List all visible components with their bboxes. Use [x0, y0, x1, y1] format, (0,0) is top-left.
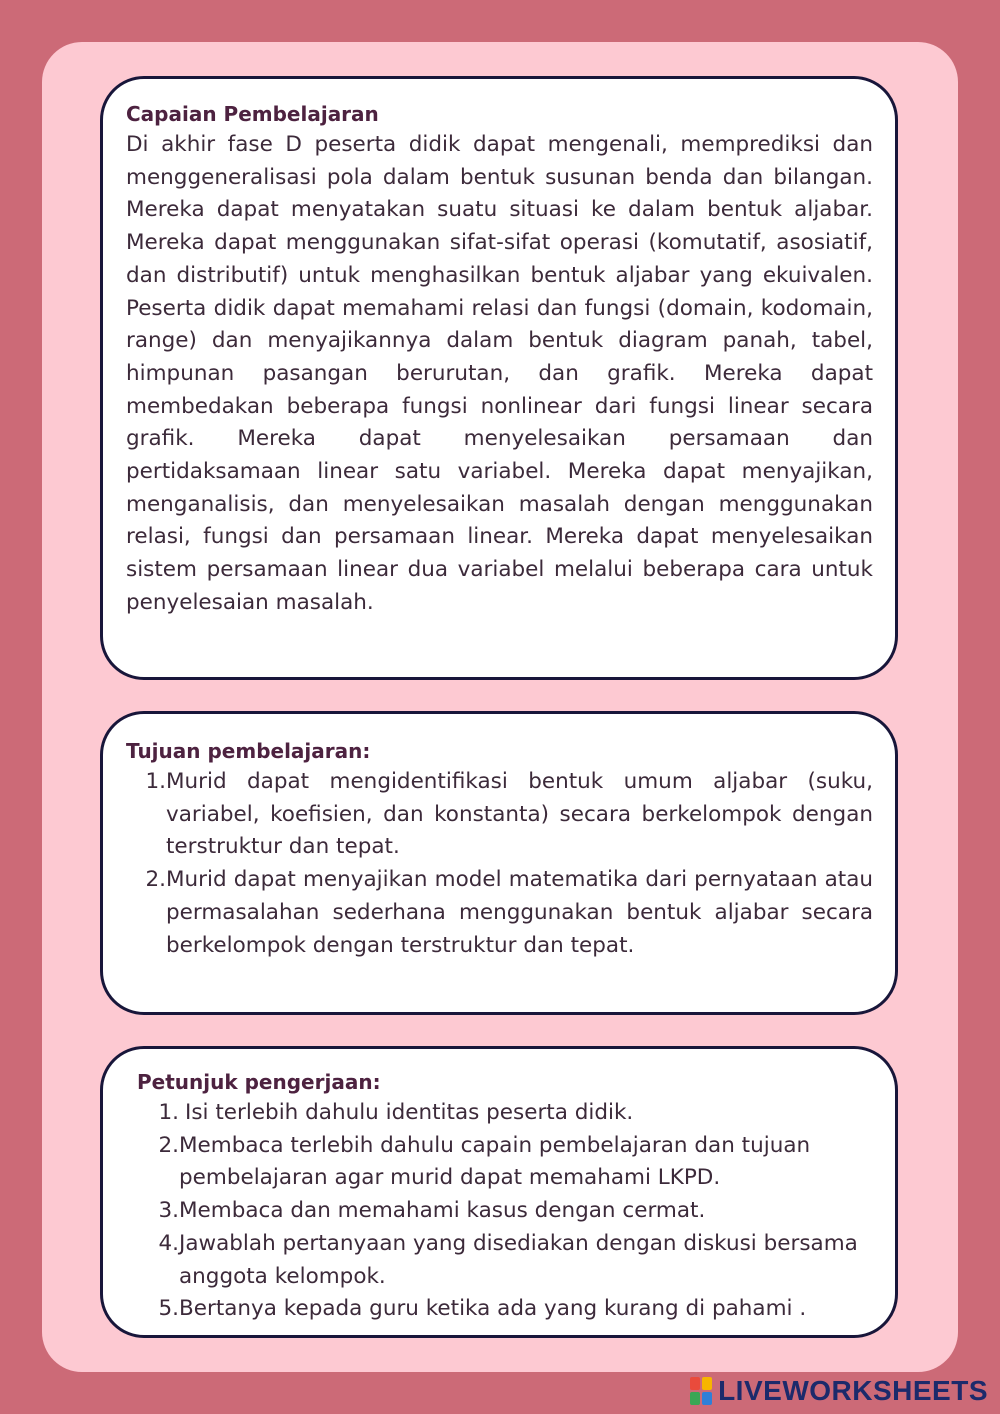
liveworksheets-watermark[interactable] [690, 1374, 988, 1408]
list-number: 2. [145, 867, 166, 893]
tujuan-pembelajaran-card [100, 711, 898, 1015]
capaian-title: Capaian Pembelajaran [126, 102, 379, 126]
capaian-pembelajaran-card [100, 76, 898, 680]
logo-block [702, 1377, 712, 1390]
petunjuk-pengerjaan-card [100, 1046, 898, 1338]
list-number: 2. [158, 1132, 179, 1158]
petunjuk-item [137, 1130, 873, 1195]
tujuan-item [126, 766, 873, 864]
capaian-text: Di akhir fase D peserta didik dapat mengenali, memprediksi dan menggeneralisasi pola dalam bentuk susunan benda dan bilangan. Mereka dapat menyatakan suatu situasi ke dalam bentuk aljabar. Mereka dapat menggunakan sifat-sifat operasi (komutatif, asosiatif, dan distributif) untuk menghasilkan bentuk aljabar yang ekuivalen. Peserta didik dapat memahami relasi dan fungsi (domain, kodomain, range) dan menyajikannya dalam bentuk diagram panah, tabel, himpunan pasangan berurutan, dan grafik. Mereka dapat membedakan beberapa fungsi nonlinear dari fungsi linear secara grafik. Mereka dapat menyelesaikan persamaan dan pertidaksamaan linear satu variabel. Mereka dapat menyajikan, menganalisis, dan menyelesaikan masalah dengan menggunakan relasi, fungsi dan persamaan linear. Mereka dapat menyelesaikan sistem persamaan linear dua variabel melalui beberapa cara untuk penyelesaian masalah. [126, 132, 873, 615]
list-number: 1. [158, 1100, 179, 1125]
petunjuk-item-text: Membaca terlebih dahulu capain pembelajaran dan tujuan pembelajaran agar murid dapat memahami LKPD. [179, 1132, 811, 1191]
petunjuk-item [137, 1097, 873, 1130]
petunjuk-item-text: Jawablah pertanyaan yang disediakan dengan diskusi bersama anggota kelompok. [179, 1230, 858, 1289]
tujuan-item-text: Murid dapat mengidentifikasi bentuk umum aljabar (suku, variabel, koefisien, dan konstanta) secara berkelompok dengan terstruktur dan tepat. [166, 769, 873, 860]
tujuan-list [126, 766, 873, 962]
list-number: 5. [158, 1296, 179, 1322]
liveworksheets-logo-icon [690, 1377, 712, 1405]
petunjuk-item [137, 1293, 873, 1326]
logo-block [690, 1392, 700, 1405]
petunjuk-item-text: Isi terlebih dahulu identitas peserta didik. [185, 1100, 634, 1125]
tujuan-item [126, 864, 873, 962]
petunjuk-item [137, 1228, 873, 1293]
petunjuk-title: Petunjuk pengerjaan: [137, 1070, 381, 1094]
petunjuk-list [137, 1097, 873, 1326]
tujuan-title: Tujuan pembelajaran: [126, 739, 371, 763]
logo-block [690, 1377, 700, 1390]
petunjuk-item-text: Membaca dan memahami kasus dengan cermat. [179, 1198, 706, 1224]
tujuan-item-text: Murid dapat menyajikan model matematika dari pernyataan atau permasalahan sederhana menggunakan bentuk aljabar secara berkelompok dengan terstruktur dan tepat. [166, 867, 873, 958]
list-number: 3. [158, 1198, 179, 1224]
list-number: 1. [145, 769, 166, 794]
logo-block [702, 1392, 712, 1405]
watermark-text: LIVEWORKSHEETS [718, 1375, 988, 1406]
petunjuk-item-text: Bertanya kepada guru ketika ada yang kurang di pahami . [179, 1296, 807, 1322]
petunjuk-item [137, 1195, 873, 1228]
list-number: 4. [158, 1230, 179, 1256]
